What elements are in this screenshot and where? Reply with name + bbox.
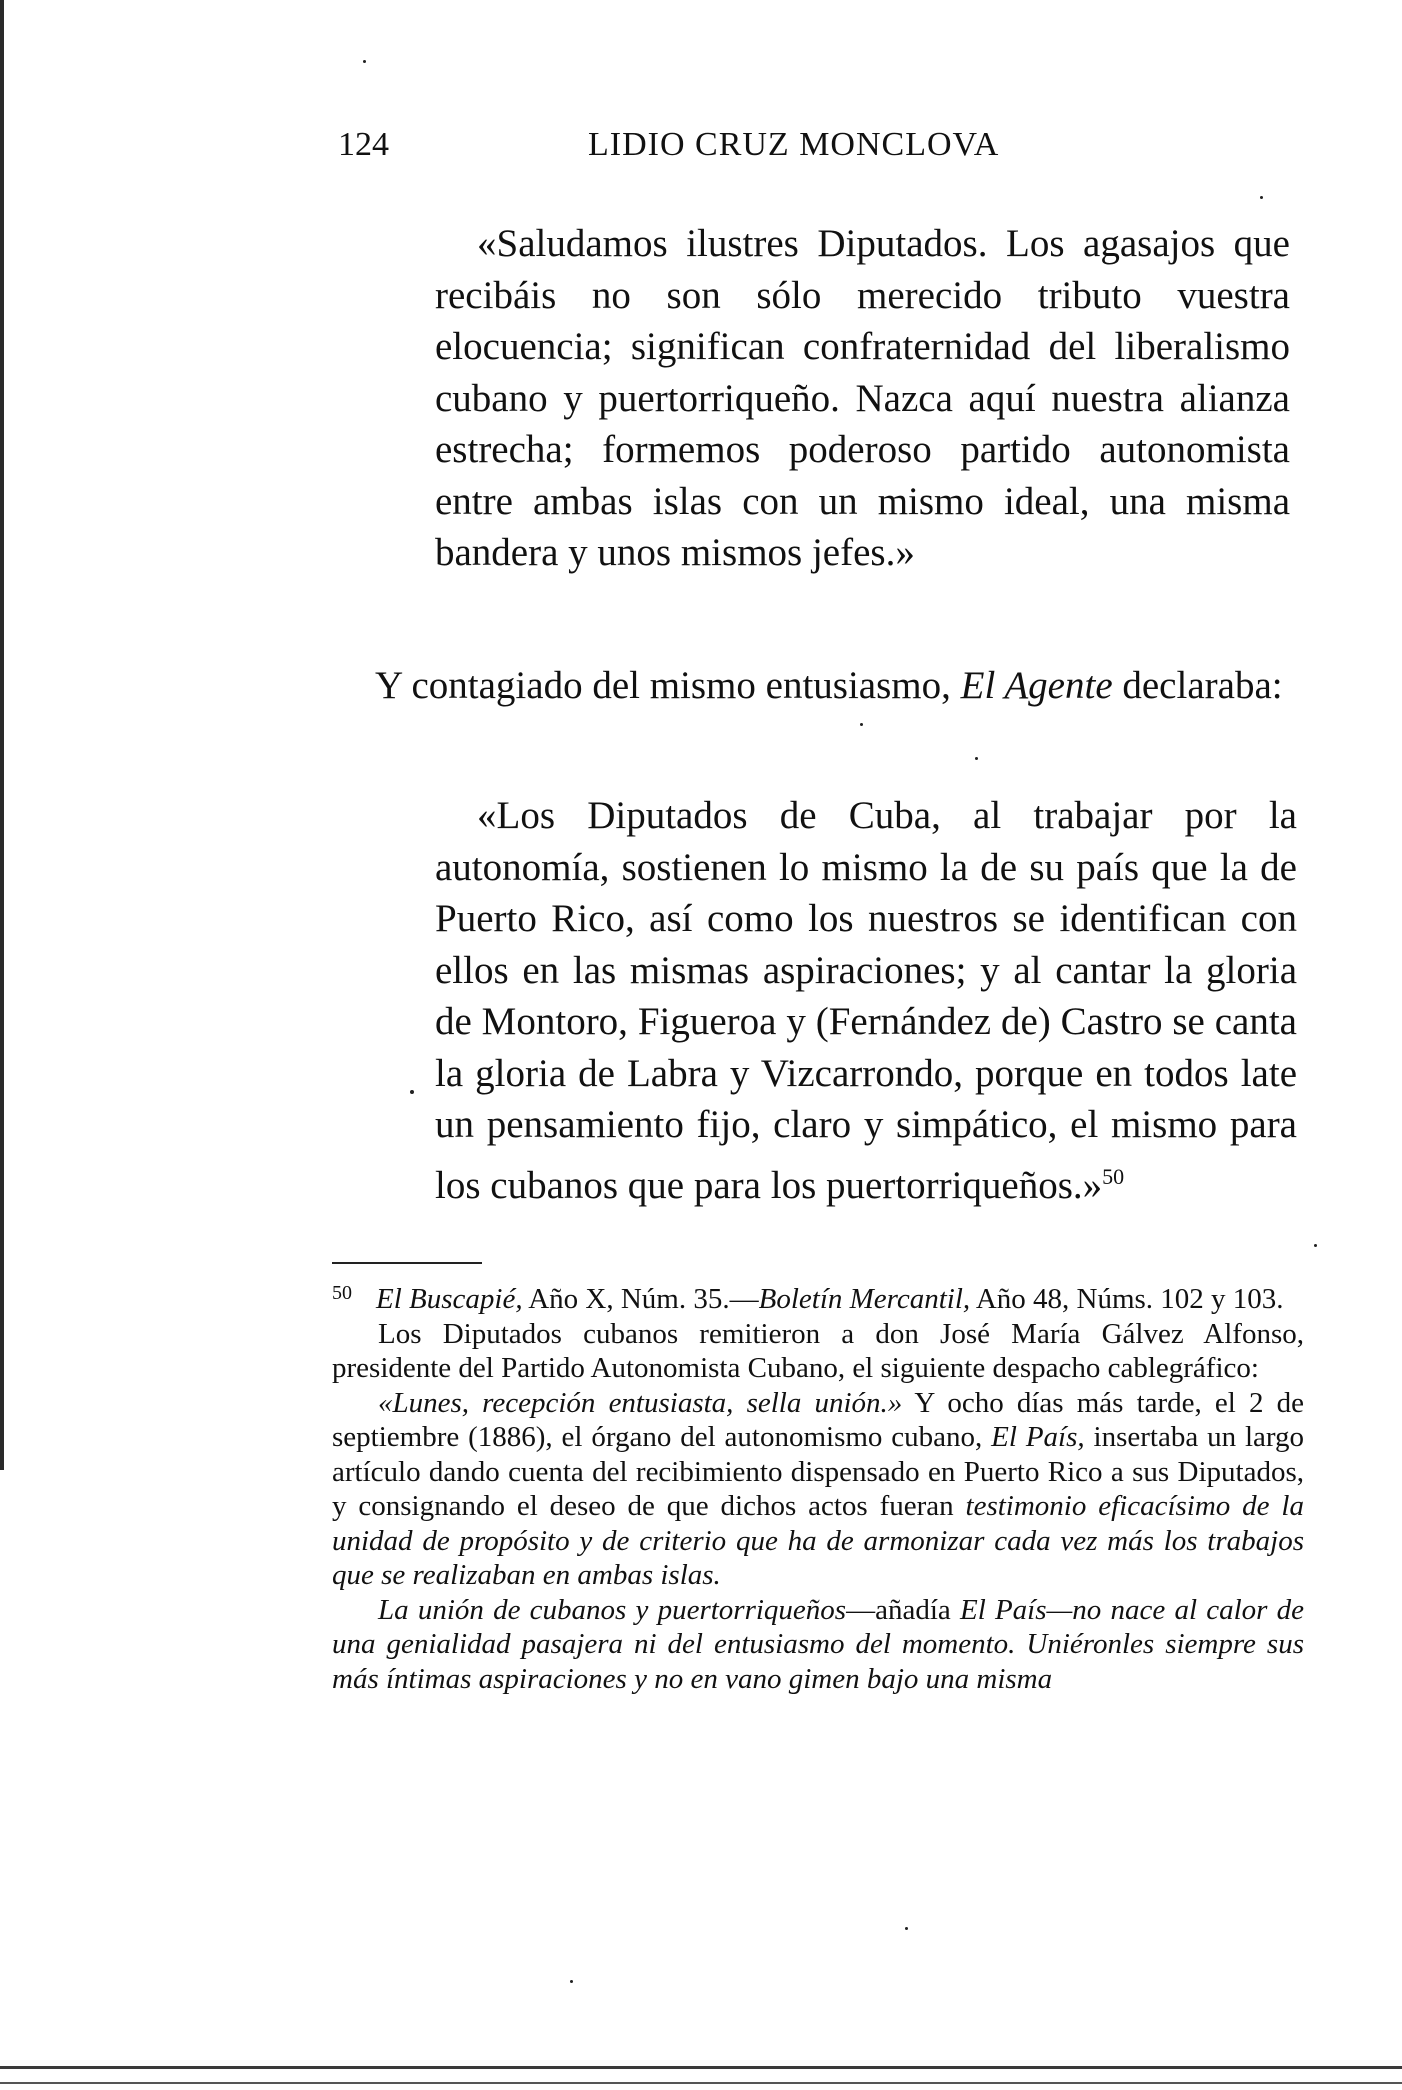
footnotes <box>332 1276 1304 1696</box>
footnote-periodical: El País, <box>991 1421 1085 1453</box>
page-header <box>338 126 1038 170</box>
footnote-source-2: Boletín Mercantil, <box>758 1283 971 1315</box>
intro-newspaper-title: El Agente <box>960 664 1113 707</box>
footnote-para-3b: —añadía <box>846 1593 960 1626</box>
scan-speck <box>905 1927 908 1930</box>
intro-paragraph <box>327 660 1295 712</box>
footnote-para-2a: Y ocho días más tarde, el 2 de septiembre (1886), el órgano del autonomismo cubano, <box>332 1386 1304 1453</box>
scan-speck <box>363 60 366 63</box>
footnote-para-2c: testimonio eficacísimo de la unidad de propósito y de criterio que ha de armonizar cada vez más los trabajos que se realizaban en ambas islas. <box>332 1490 1304 1591</box>
intro-before: Y contagiado del mismo entusiasmo, <box>375 664 961 707</box>
scan-speck <box>1260 196 1263 199</box>
footnote-paragraph-2 <box>332 1386 1304 1593</box>
footnote-para-3d: —no nace al calor de una genialidad pasajera ni del entusiasmo del momento. Uniéronles siempre sus más íntimas aspiraciones y no en vano gimen bajo una misma <box>332 1593 1304 1695</box>
footnote-para-3a: La unión de cubanos y puertorriqueños <box>378 1593 847 1626</box>
footnote-source-1: El Buscapié, <box>376 1283 523 1315</box>
scan-speck <box>410 1090 414 1094</box>
footnote-paragraph-3 <box>332 1593 1304 1697</box>
intro-after: declaraba: <box>1112 664 1283 707</box>
footnote-reference: 50 <box>1102 1163 1125 1189</box>
footnote-50-citation <box>332 1276 1304 1317</box>
scan-speck <box>570 1980 573 1983</box>
scan-speck <box>975 757 978 760</box>
footnote-para-1-text: Los Diputados cubanos remitieron a don José María Gálvez Alfonso, presidente del Partido Autonomista Cubano, el siguiente despacho cablegráfico: <box>332 1317 1304 1384</box>
page-number: 124 <box>338 126 389 163</box>
scan-speck <box>1314 1244 1317 1247</box>
quote-second-text: «Los Diputados de Cuba, al trabajar por la autonomía, sostienen lo mismo la de su país que la de Puerto Rico, así como los nuestros se identifican con ellos en las mismas aspiraciones; y al cantar la gloria de Montoro, Figueroa y (Fernández de) Castro se canta la gloria de Labra y Vizcarrondo, porque en todos late un pensamiento fijo, claro y simpático, el mismo para los cubanos que para los puertorriqueños.» <box>435 794 1297 1207</box>
quote-first <box>435 218 1290 579</box>
scan-speck <box>860 723 863 726</box>
footnote-para-3c: El País <box>959 1593 1047 1626</box>
footnote-rule <box>332 1262 482 1264</box>
footnote-number: 50 <box>332 1282 352 1304</box>
footnote-paragraph-1 <box>332 1317 1304 1386</box>
running-head: LIDIO CRUZ MONCLOVA <box>588 126 1000 163</box>
footnote-issue-1: Año X, Núm. 35.— <box>522 1283 759 1315</box>
footnote-issue-2: Año 48, Núms. 102 y 103. <box>970 1283 1284 1315</box>
quote-first-text: «Saludamos ilustres Diputados. Los agasajos que recibáis no son sólo merecido tributo vuestra elocuencia; significan confraternidad del liberalismo cubano y puertorriqueño. Nazca aquí nuestra alianza estrecha; formemos poderoso partido autonomista entre ambas islas con un mismo ideal, una misma bandera y unos mismos jefes.» <box>435 222 1290 574</box>
quote-second <box>435 790 1297 1211</box>
footnote-para-2b: insertaba un largo artículo dando cuenta del recibimiento dispensado en Puerto Rico a sus Diputados, y consignando el deseo de que dichos actos fueran <box>332 1421 1304 1522</box>
footnote-telegram: «Lunes, recepción entusiasta, sella unión.» <box>378 1386 903 1419</box>
